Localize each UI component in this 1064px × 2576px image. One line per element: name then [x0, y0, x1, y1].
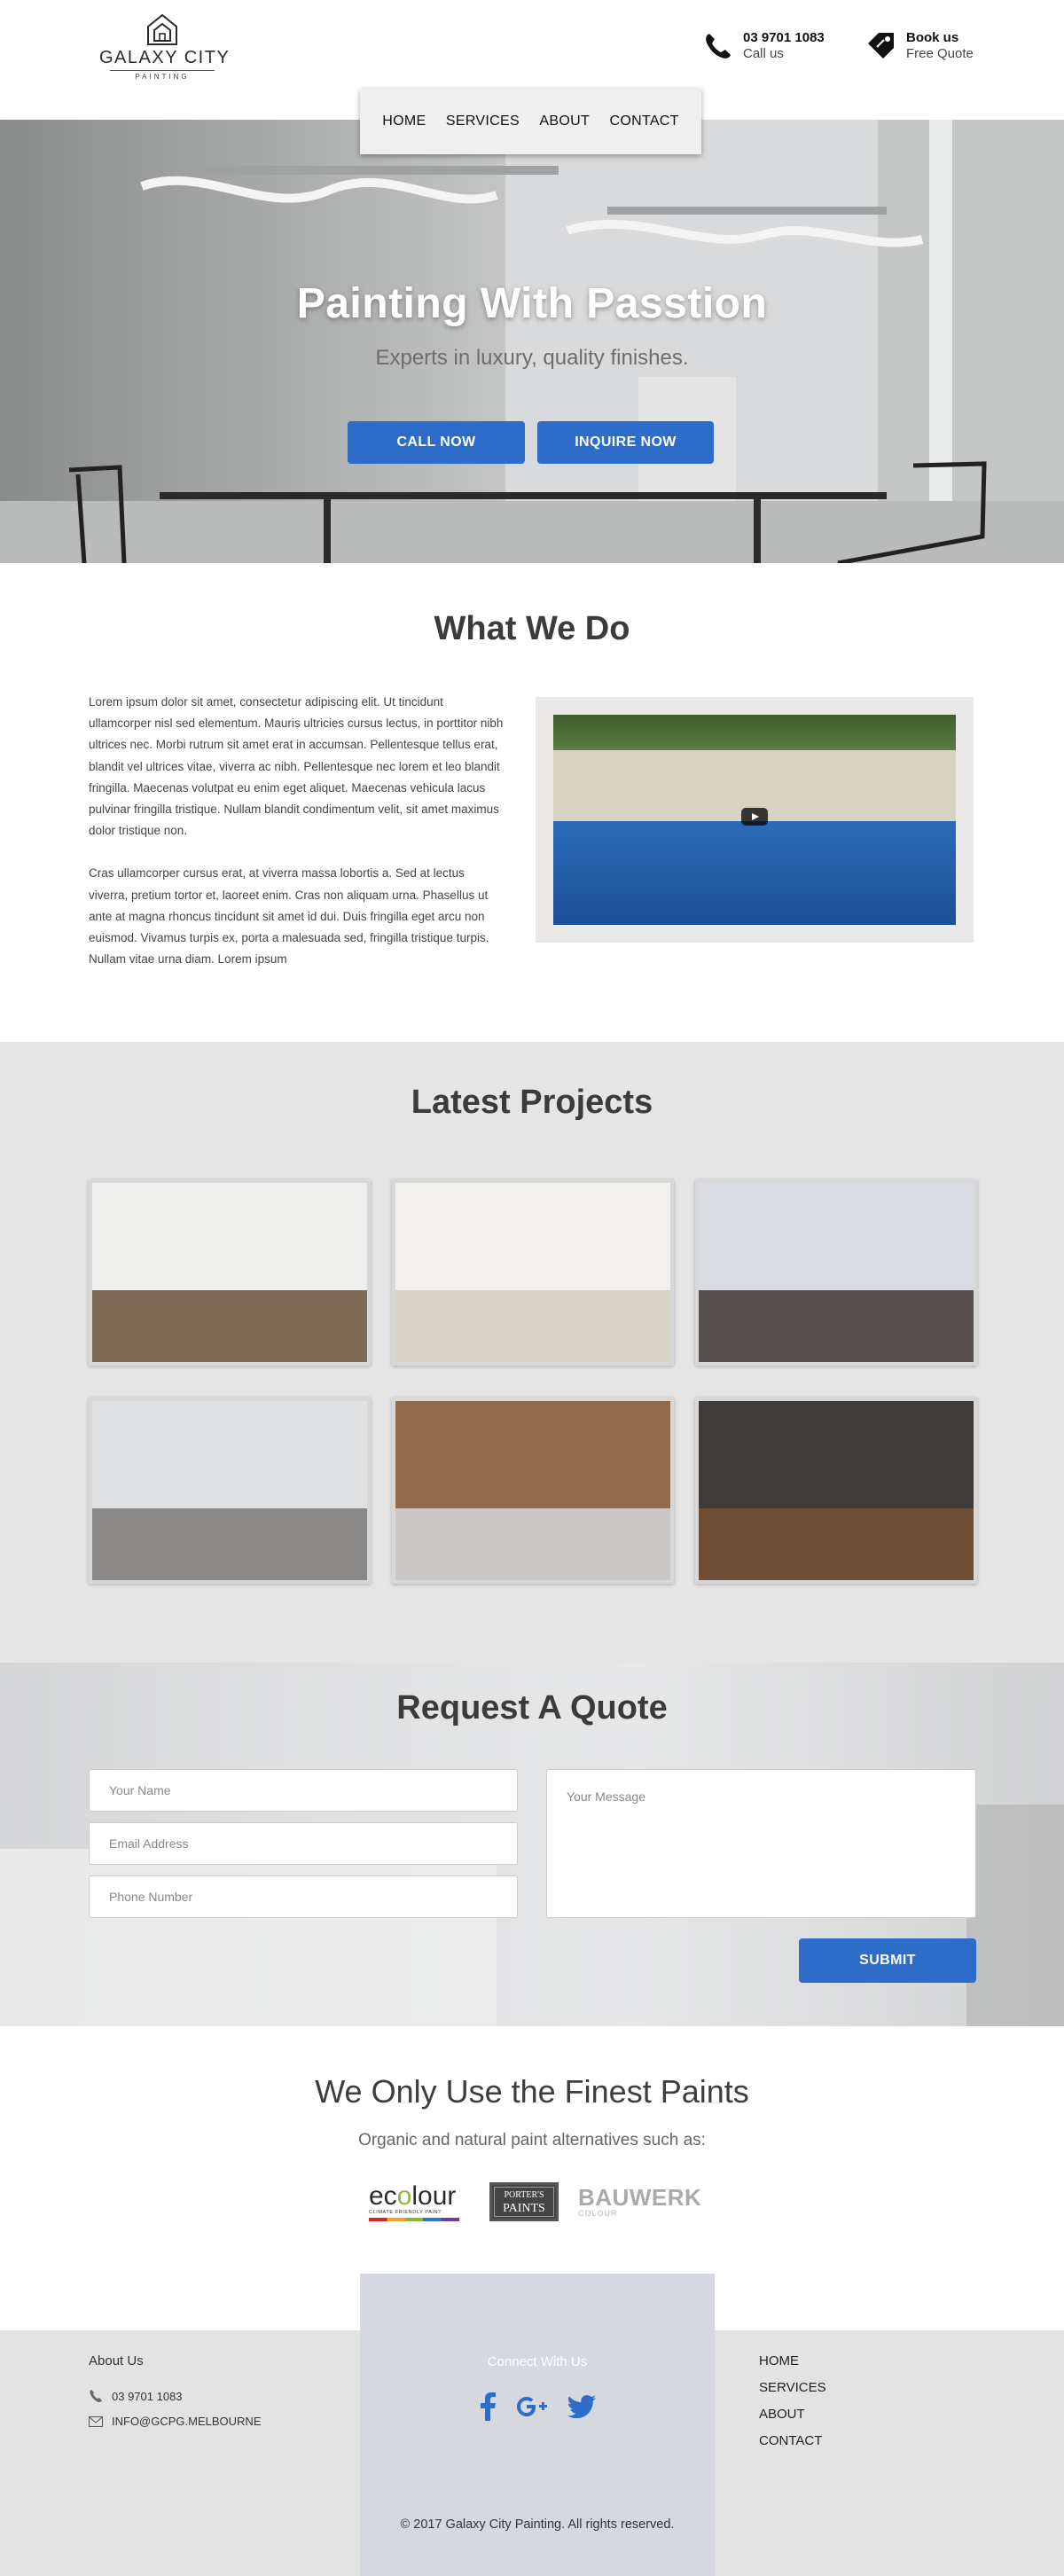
email-field[interactable]: Email Address: [89, 1822, 518, 1865]
nav-home[interactable]: HOME: [382, 114, 426, 129]
logo-name: GALAXY CITY: [99, 48, 231, 67]
porters-line-2: PAINTS: [503, 2202, 545, 2215]
nav-services[interactable]: SERVICES: [445, 114, 520, 129]
footer-nav-services[interactable]: SERVICES: [759, 2380, 826, 2395]
what-we-do-paragraph-2: Cras ullamcorper cursus erat, at viverra massa lobortis a. Sed at lectus viverra, pretium tortor et, laoreet enim. Cras non aliquam urna. Phasellus ut ante at magna rhoncus tincidunt sit amet id dui. Duis fringilla eget arcu non euismod. Vivamus turpis ex, porta a malesuada sed, fringilla tristique turpis. Nullam vitae urna diam. Lorem ipsum: [89, 866, 489, 967]
footer-email-address: INFO@GCPG.MELBOURNE: [112, 2415, 262, 2428]
submit-button[interactable]: SUBMIT: [799, 1938, 976, 1983]
header-phone-number: 03 9701 1083: [743, 30, 825, 45]
main-nav: [360, 89, 701, 154]
ecolour-name-a: ec: [369, 2181, 397, 2211]
footer-nav-home[interactable]: HOME: [759, 2353, 799, 2369]
phone-field[interactable]: Phone Number: [89, 1875, 518, 1918]
play-icon[interactable]: [741, 808, 768, 826]
site-logo[interactable]: [99, 12, 231, 81]
footer-phone-number: 03 9701 1083: [112, 2389, 183, 2403]
ecolour-name-b: o: [396, 2181, 412, 2211]
header-phone[interactable]: [702, 30, 825, 62]
bauwerk-sub: COLOUR: [578, 2209, 618, 2218]
video-frame: [536, 697, 974, 943]
phone-icon: [89, 2389, 103, 2403]
hero-title: Painting With Passtion: [296, 280, 768, 327]
ecolour-tagline: CLIMATE FRIENDLY PAINT: [369, 2209, 442, 2215]
phone-icon: [702, 30, 734, 62]
logo-sub: PAINTING: [110, 70, 215, 81]
ecolour-logo: [369, 2177, 459, 2227]
footer-copyright: © 2017 Galaxy City Painting. All rights reserved.: [400, 2517, 675, 2532]
ecolour-name-c: lour: [411, 2181, 457, 2211]
finest-paints-subtitle: Organic and natural paint alternatives such as:: [358, 2131, 706, 2149]
house-logo-icon: [145, 12, 180, 46]
what-we-do-text: [89, 692, 505, 970]
header-phone-caption: Call us: [743, 46, 784, 61]
footer-nav-about[interactable]: ABOUT: [759, 2407, 805, 2422]
latest-projects-title: Latest Projects: [411, 1084, 653, 1121]
header-book-title: Book us: [906, 30, 959, 45]
bauwerk-logo: [578, 2177, 702, 2227]
project-image[interactable]: [392, 1398, 674, 1584]
google-plus-icon[interactable]: [517, 2395, 547, 2418]
envelope-icon: [89, 2416, 103, 2427]
ecolour-color-bar: [369, 2218, 459, 2221]
tag-icon: [865, 30, 897, 62]
project-image[interactable]: [89, 1398, 371, 1584]
header-book-caption: Free Quote: [906, 46, 974, 61]
quote-bg-chair: [966, 1805, 1064, 2026]
call-now-button[interactable]: CALL NOW: [348, 421, 525, 464]
request-quote-title: Request A Quote: [396, 1689, 668, 1726]
project-image[interactable]: [695, 1179, 977, 1366]
footer-nav-contact[interactable]: CONTACT: [759, 2433, 823, 2448]
porters-logo: [489, 2177, 559, 2227]
header-book[interactable]: [865, 30, 974, 62]
project-image[interactable]: [695, 1398, 977, 1584]
name-field[interactable]: Your Name: [89, 1769, 518, 1812]
message-field[interactable]: Your Message: [546, 1769, 976, 1918]
facebook-icon[interactable]: [479, 2392, 497, 2421]
bauwerk-name: BAUWERK: [578, 2184, 702, 2211]
footer-about-title: About Us: [89, 2353, 144, 2369]
hero-subtitle: Experts in luxury, quality finishes.: [375, 346, 689, 370]
nav-contact[interactable]: CONTACT: [609, 114, 679, 129]
footer-connect-title: Connect With Us: [487, 2354, 588, 2369]
finest-paints-title: We Only Use the Finest Paints: [315, 2073, 749, 2110]
project-image[interactable]: [392, 1179, 674, 1366]
what-we-do-paragraph-1: Lorem ipsum dolor sit amet, consectetur adipiscing elit. Ut tincidunt ullamcorper nisl sed elementum. Mauris ultricies cursus lectus, in porttitor nibh ultrices nec. Morbi rutrum sit amet erat in accumsan. Pellentesque tellus erat, blandit vel ultrices vitae, viverra ac nibh. Pellentesque nec lorem et leo blandit fringilla. Maecenas volutpat eu enim eget aliquet. Maecenas vehicula lacus pulvinar fringilla tristique. Nullam blandit condimentum velit, sit amet maximus dolor tristique non.: [89, 695, 504, 838]
hero-decor-image: [0, 120, 1064, 563]
social-links: [479, 2392, 596, 2421]
project-image[interactable]: [89, 1179, 371, 1366]
porters-line-1: PORTER'S: [504, 2190, 544, 2200]
nav-about[interactable]: ABOUT: [539, 114, 591, 129]
hero-banner: [0, 120, 1064, 563]
inquire-now-button[interactable]: INQUIRE NOW: [537, 421, 714, 464]
twitter-icon[interactable]: [567, 2395, 596, 2418]
footer-phone[interactable]: [89, 2389, 183, 2403]
pool-video[interactable]: [553, 715, 956, 925]
video-pool: [553, 821, 956, 925]
footer-email[interactable]: [89, 2415, 262, 2428]
what-we-do-title: What We Do: [434, 610, 630, 647]
